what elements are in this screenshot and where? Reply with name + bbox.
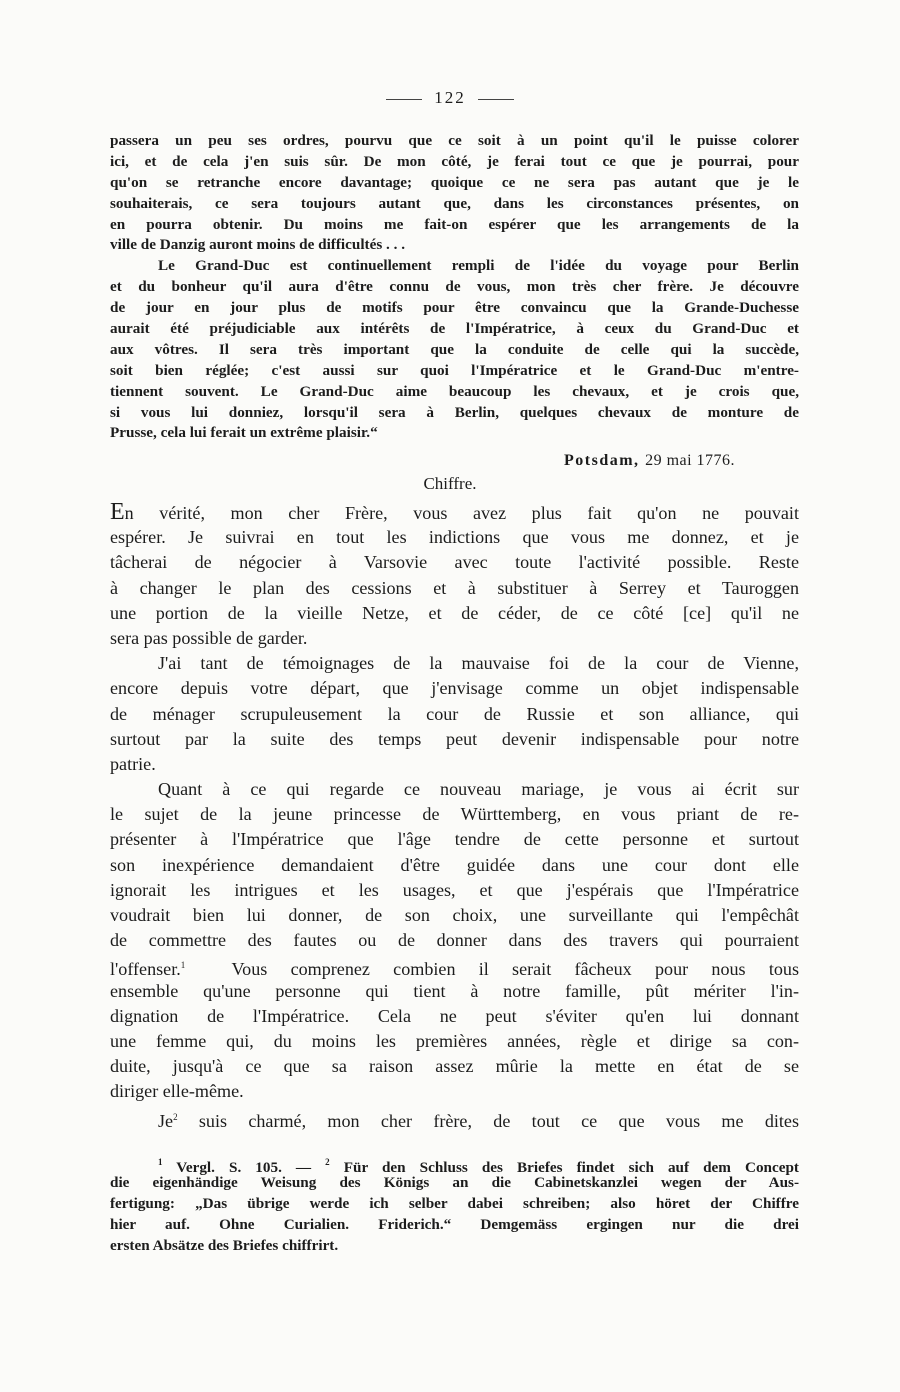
text-fragment: suis charmé, mon cher frère, de tout ce que vous me dites bbox=[198, 1110, 799, 1131]
text-line: présenter à l'Impératrice que l'âge tendre de cette personne et surtout bbox=[110, 829, 799, 850]
text-fragment: l'offenser. bbox=[110, 959, 181, 980]
section-title: Chiffre. bbox=[423, 474, 477, 493]
text-line: une portion de la vieille Netze, et de céder, de ce côté [ce] qu'il ne bbox=[110, 602, 799, 623]
text-line: de commettre des fautes ou de donner dans des travers qui pourraient bbox=[110, 930, 799, 951]
footnote-line bbox=[110, 1152, 799, 1176]
footnote-text: Vergl. S. 105. — bbox=[176, 1159, 312, 1176]
text-line: le sujet de la jeune princesse de Württemberg, en vous priant de re- bbox=[110, 804, 799, 825]
letter-paragraph bbox=[110, 1105, 799, 1130]
header-rule-left bbox=[386, 99, 422, 100]
text-line: qu'on se retranche encore davantage; quoique ce ne sera pas autant que je le bbox=[110, 173, 799, 191]
letter-body bbox=[110, 500, 799, 1130]
text-line: espérer. Je suivrai en tout les indictions que vous me donnez, et je bbox=[110, 527, 799, 548]
header-rule-right bbox=[478, 99, 514, 100]
footnote-mark: 1 bbox=[158, 1157, 163, 1167]
intro-paragraph bbox=[110, 131, 799, 256]
text-fragment: Vous comprenez combien il serait fâcheux pour nous tous bbox=[231, 959, 799, 980]
dateline-place: Potsdam, bbox=[564, 452, 640, 469]
text-line: aux vôtres. Il sera très important que la conduite de celle qui la succède, bbox=[110, 340, 799, 358]
text-line bbox=[110, 1105, 799, 1130]
footnote-ref: 1 bbox=[180, 960, 186, 971]
text-line: passera un peu ses ordres, pourvu que ce soit à un point qu'il le puisse colorer bbox=[110, 132, 799, 149]
text-line: Prusse, cela lui ferait un extrême plaisir.“ bbox=[110, 424, 378, 442]
footnote-ref: 2 bbox=[173, 1111, 178, 1122]
text-line bbox=[110, 953, 799, 978]
text-line: et du bonheur qu'il aura d'être connu de vous, mon très cher frère. Je découvre bbox=[110, 278, 799, 296]
text-fragment: n vérité, mon cher Frère, vous avez plus fait qu'on ne pouvait bbox=[124, 503, 799, 523]
letter-paragraph bbox=[110, 651, 799, 777]
text-line: si vous lui donniez, lorsqu'il sera à Berlin, quelques chevaux de monture de bbox=[110, 403, 799, 421]
text-line: dignation de l'Impératrice. Cela ne peut s'éviter qu'en lui donnant bbox=[110, 1005, 799, 1026]
footnote-line: hier auf. Ohne Curialien. Friderich.“ Demgemäss ergingen nur die drei bbox=[110, 1215, 799, 1233]
text-line: diriger elle-même. bbox=[110, 1081, 244, 1102]
text-line: de ménager scrupuleusement la cour de Russie et son alliance, qui bbox=[110, 703, 799, 724]
text-line: en pourra obtenir. Du moins me fait-on espérer que les arrangements de la bbox=[110, 215, 799, 233]
text-line: tâcherai de négocier à Varsovie avec toute l'activité possible. Reste bbox=[110, 552, 799, 573]
text-fragment: Je bbox=[158, 1110, 174, 1131]
text-line: à changer le plan des cessions et à substituer à Serrey et Tauroggen bbox=[110, 577, 799, 598]
letter-paragraph bbox=[110, 500, 799, 651]
text-line: ici, et de cela j'en suis sûr. De mon côté, je ferai tout ce que je pourrai, pour bbox=[110, 152, 799, 170]
text-line: soit bien réglée; c'est aussi sur quoi l'Impératrice et le Grand-Duc m'entre- bbox=[110, 361, 799, 379]
page-number: 122 bbox=[434, 88, 466, 107]
text-line bbox=[110, 500, 799, 525]
text-line: souhaiterais, ce sera toujours autant que, dans les circonstances présentes, on bbox=[110, 194, 799, 212]
text-line: Quant à ce qui regarde ce nouveau mariage, je vous ai écrit sur bbox=[158, 779, 799, 800]
dateline bbox=[564, 452, 735, 470]
text-line: son inexpérience demandaient d'être guidée dans une cour dont elle bbox=[110, 854, 799, 875]
footnote-line: ersten Absätze des Briefes chiffrirt. bbox=[110, 1236, 339, 1254]
text-line: ensemble qu'une personne qui tient à notre famille, pût mériter l'in- bbox=[110, 980, 799, 1001]
text-line: Le Grand-Duc est continuellement rempli de l'idée du voyage pour Berlin bbox=[158, 257, 799, 275]
text-line: de jour en jour plus de motifs pour être convaincu que la Grande-Duchesse bbox=[110, 299, 799, 317]
text-line: aurait été préjudiciable aux intérêts de l'Impératrice, à ceux du Grand-Duc et bbox=[110, 320, 799, 338]
footnote-line: fertigung: „Das übrige werde ich selber dabei schreiben; also höret der Chiffre bbox=[110, 1194, 799, 1212]
letter-paragraph bbox=[110, 777, 799, 1104]
footnote-mark: 2 bbox=[325, 1157, 330, 1167]
dateline-date: 29 mai 1776. bbox=[645, 452, 736, 469]
text-line: sera pas possible de garder. bbox=[110, 627, 308, 648]
text-line: ignorait les intrigues et les usages, et que j'espérais que l'Impératrice bbox=[110, 879, 799, 900]
text-line: ville de Danzig auront moins de difficultés . . . bbox=[110, 236, 406, 254]
footnotes bbox=[110, 1152, 799, 1256]
intro-paragraph bbox=[110, 256, 799, 444]
text-line: duite, jusqu'à ce que sa raison assez mûrie la mette en état de se bbox=[110, 1056, 799, 1077]
text-line: voudrait bien lui donner, de son choix, une surveillante qui l'empêchât bbox=[110, 905, 799, 925]
text-line: patrie. bbox=[110, 753, 156, 774]
text-line: encore depuis votre départ, que j'envisage comme un objet indispensable bbox=[110, 678, 799, 699]
text-line: tiennent souvent. Le Grand-Duc aime beaucoup les chevaux, et je crois que, bbox=[110, 382, 799, 400]
letter-intro bbox=[110, 131, 799, 444]
text-line: une femme qui, du moins les premières années, règle et dirige sa con- bbox=[110, 1030, 799, 1051]
footnote-line: die eigenhändige Weisung des Königs an die Cabinetskanzlei wegen der Aus- bbox=[110, 1173, 799, 1191]
dropcap: E bbox=[110, 499, 125, 525]
text-line: J'ai tant de témoignages de la mauvaise foi de la cour de Vienne, bbox=[158, 653, 799, 674]
page-header bbox=[0, 88, 900, 108]
footnote-text: Für den Schluss des Briefes findet sich auf dem Concept bbox=[343, 1159, 799, 1176]
text-line: surtout par la suite des temps peut devenir indispensable pour notre bbox=[110, 728, 799, 749]
